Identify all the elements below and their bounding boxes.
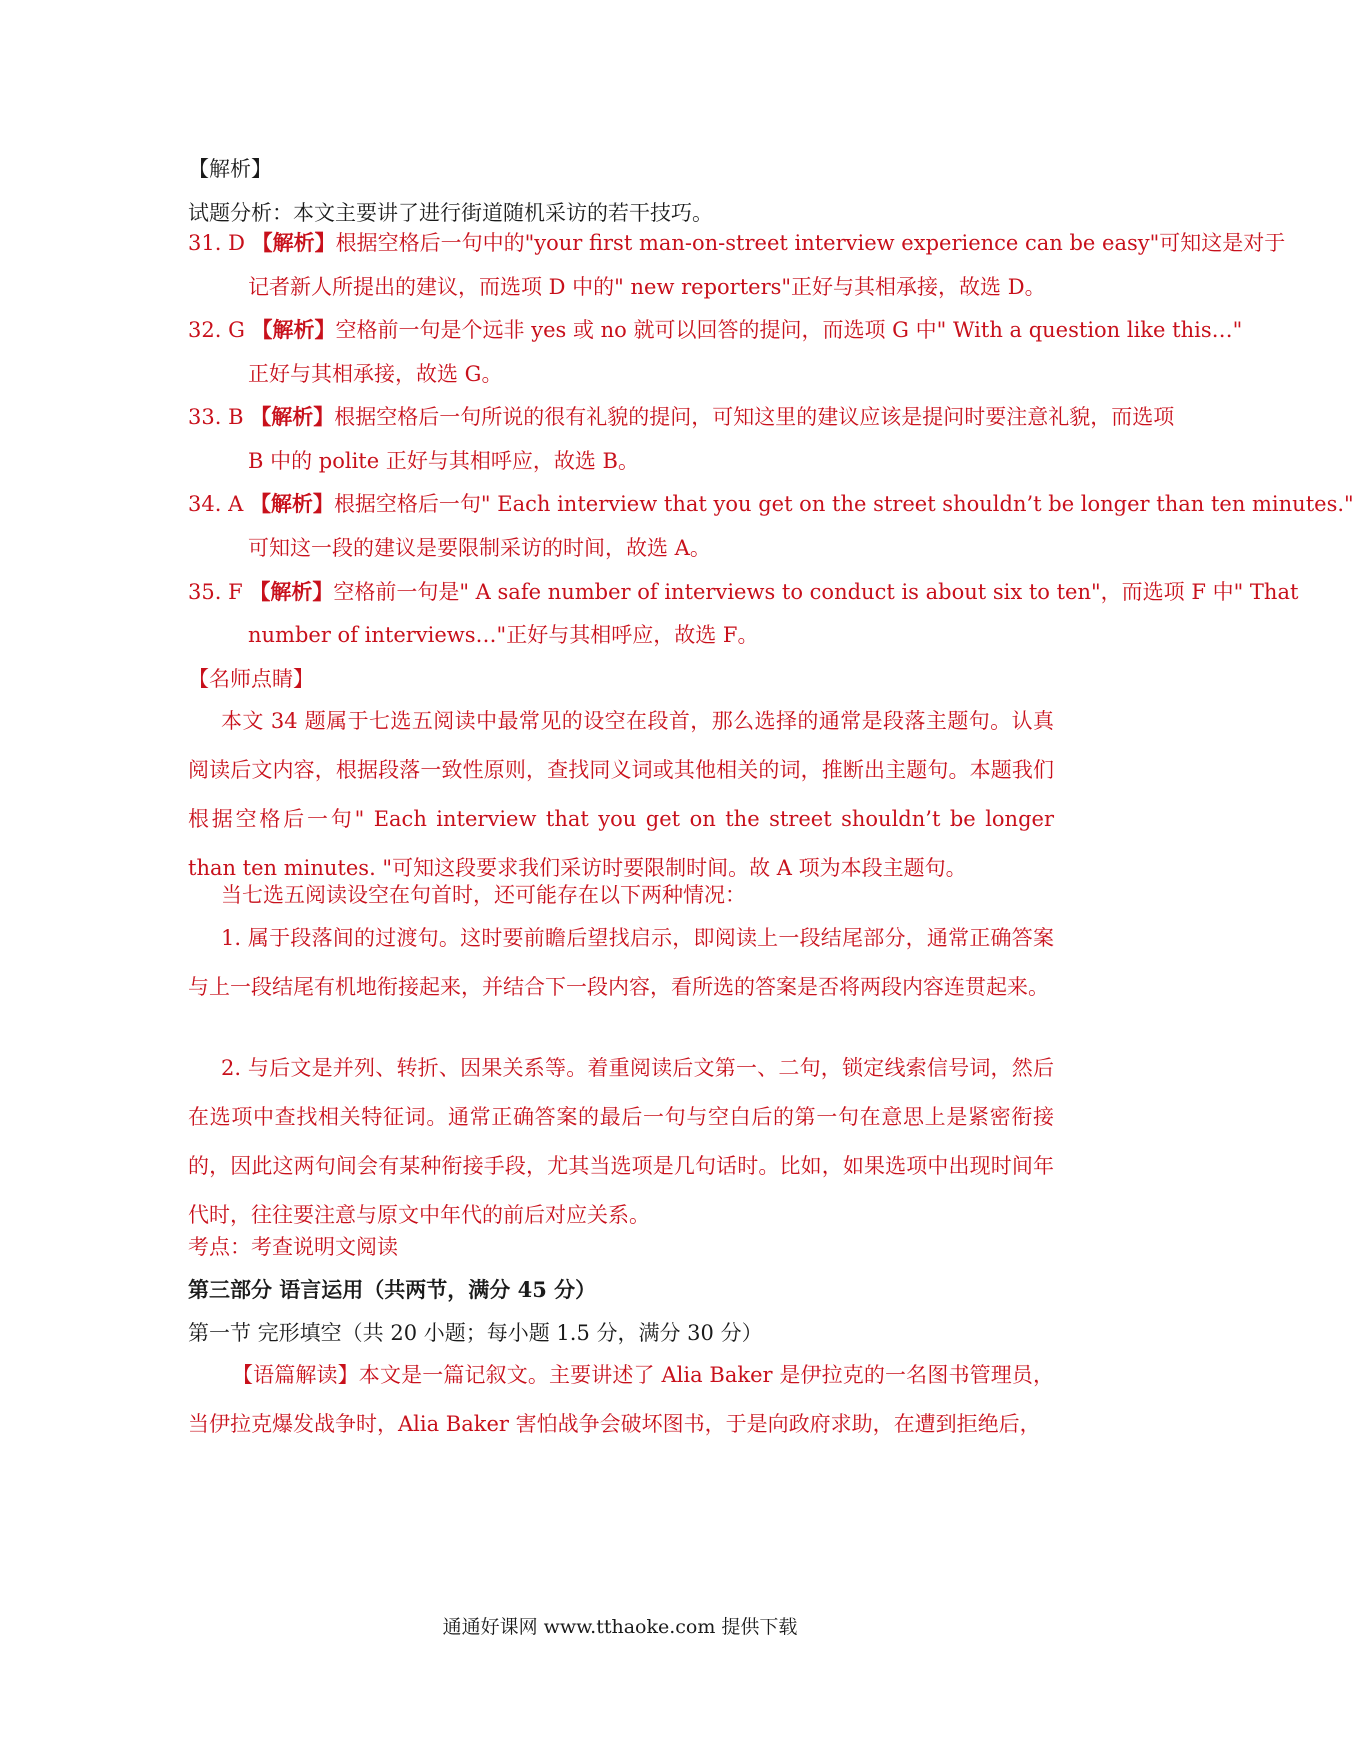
analysis-summary: 试题分析：本文主要讲了进行街道随机采访的若干技巧。	[188, 201, 713, 225]
answer-text: 根据空格后一句" Each interview that you get on the street shouldn’t be longer than ten minutes."	[333, 492, 1354, 516]
teacher-paragraph-2: 当七选五阅读设空在句首时，还可能存在以下两种情况：	[221, 883, 746, 907]
answer-32-line1	[188, 315, 1242, 345]
answer-35-line1	[188, 577, 1298, 607]
answer-34-line2: 可知这一段的建议是要限制采访的时间，故选 A。	[248, 536, 711, 560]
teacher-paragraph-4: 2. 与后文是并列、转折、因果关系等。着重阅读后文第一、二句，锁定线索信号词，然后在选项中查找相关特征词。通常正确答案的最后一句与空白后的第一句在意思上是紧密衔接的，因此这两句间会有某种衔接手段，尤其当选项是几句话时。比如，如果选项中出现时间年代时，往往要注意与原文中年代的前后对应关系。	[188, 1056, 1054, 1227]
answer-31-line2: 记者新人所提出的建议，而选项 D 中的" new reporters"正好与其相承接，故选 D。	[248, 275, 1046, 299]
answer-tag: 【解析】	[250, 404, 335, 429]
answer-text: 根据空格后一句所说的很有礼貌的提问，可知这里的建议应该是提问时要注意礼貌，而选项	[334, 405, 1175, 429]
answer-34-line1	[188, 489, 1354, 519]
answer-tag: 【解析】	[251, 317, 336, 342]
answer-text: 根据空格后一句中的"your first man-on-street interview experience can be easy"可知这是对于	[335, 231, 1286, 255]
kaodian-label: 考点：考查说明文阅读	[188, 1235, 398, 1259]
answer-tag: 【解析】	[249, 579, 334, 604]
answer-number: 31. D	[188, 231, 245, 255]
teacher-notes-header: 【名师点睛】	[188, 667, 314, 691]
passage-reading-paragraph: 【语篇解读】本文是一篇记叙文。主要讲述了 Alia Baker 是伊拉克的一名图书管理员，当伊拉克爆发战争时，Alia Baker 害怕战争会破坏图书，于是向政府求助，在遭到拒绝后，	[188, 1363, 1054, 1436]
answer-31-line1	[188, 228, 1285, 258]
answer-33-line1	[188, 402, 1174, 432]
answer-tag: 【解析】	[251, 230, 336, 255]
part3-title: 第三部分 语言运用（共两节，满分 45 分）	[188, 1277, 597, 1302]
answer-text: 空格前一句是个远非 yes 或 no 就可以回答的提问，而选项 G 中" With a question like this…"	[335, 318, 1243, 342]
section1-title: 第一节 完形填空（共 20 小题；每小题 1.5 分，满分 30 分）	[188, 1321, 763, 1345]
answer-number: 32. G	[188, 318, 245, 342]
answer-number: 34. A	[188, 492, 244, 516]
answer-32-line2: 正好与其相承接，故选 G。	[248, 362, 503, 386]
teacher-paragraph-1: 本文 34 题属于七选五阅读中最常见的设空在段首，那么选择的通常是段落主题句。认真阅读后文内容，根据段落一致性原则，查找同义词或其他相关的词，推断出主题句。本题我们根据空格后一句" Each interview that you get on the street shouldn’t be longer than ten minutes. "可知这段要求我们采访时要限制时间。故 A 项为本段主题句。	[188, 709, 1054, 880]
answer-number: 33. B	[188, 405, 244, 429]
answer-35-line2: number of interviews…"正好与其相呼应，故选 F。	[248, 623, 759, 647]
answer-33-line2: B 中的 polite 正好与其相呼应，故选 B。	[248, 449, 639, 473]
answer-tag: 【解析】	[249, 491, 334, 516]
footer-source: 通通好课网 www.tthaoke.com 提供下载	[442, 1616, 798, 1638]
answer-number: 35. F	[188, 580, 243, 604]
teacher-paragraph-3: 1. 属于段落间的过渡句。这时要前瞻后望找启示，即阅读上一段结尾部分，通常正确答案与上一段结尾有机地衔接起来，并结合下一段内容，看所选的答案是否将两段内容连贯起来。	[188, 926, 1054, 999]
answer-text: 空格前一句是" A safe number of interviews to conduct is about six to ten"，而选项 F 中" That	[333, 580, 1299, 604]
analysis-header: 【解析】	[188, 157, 272, 181]
